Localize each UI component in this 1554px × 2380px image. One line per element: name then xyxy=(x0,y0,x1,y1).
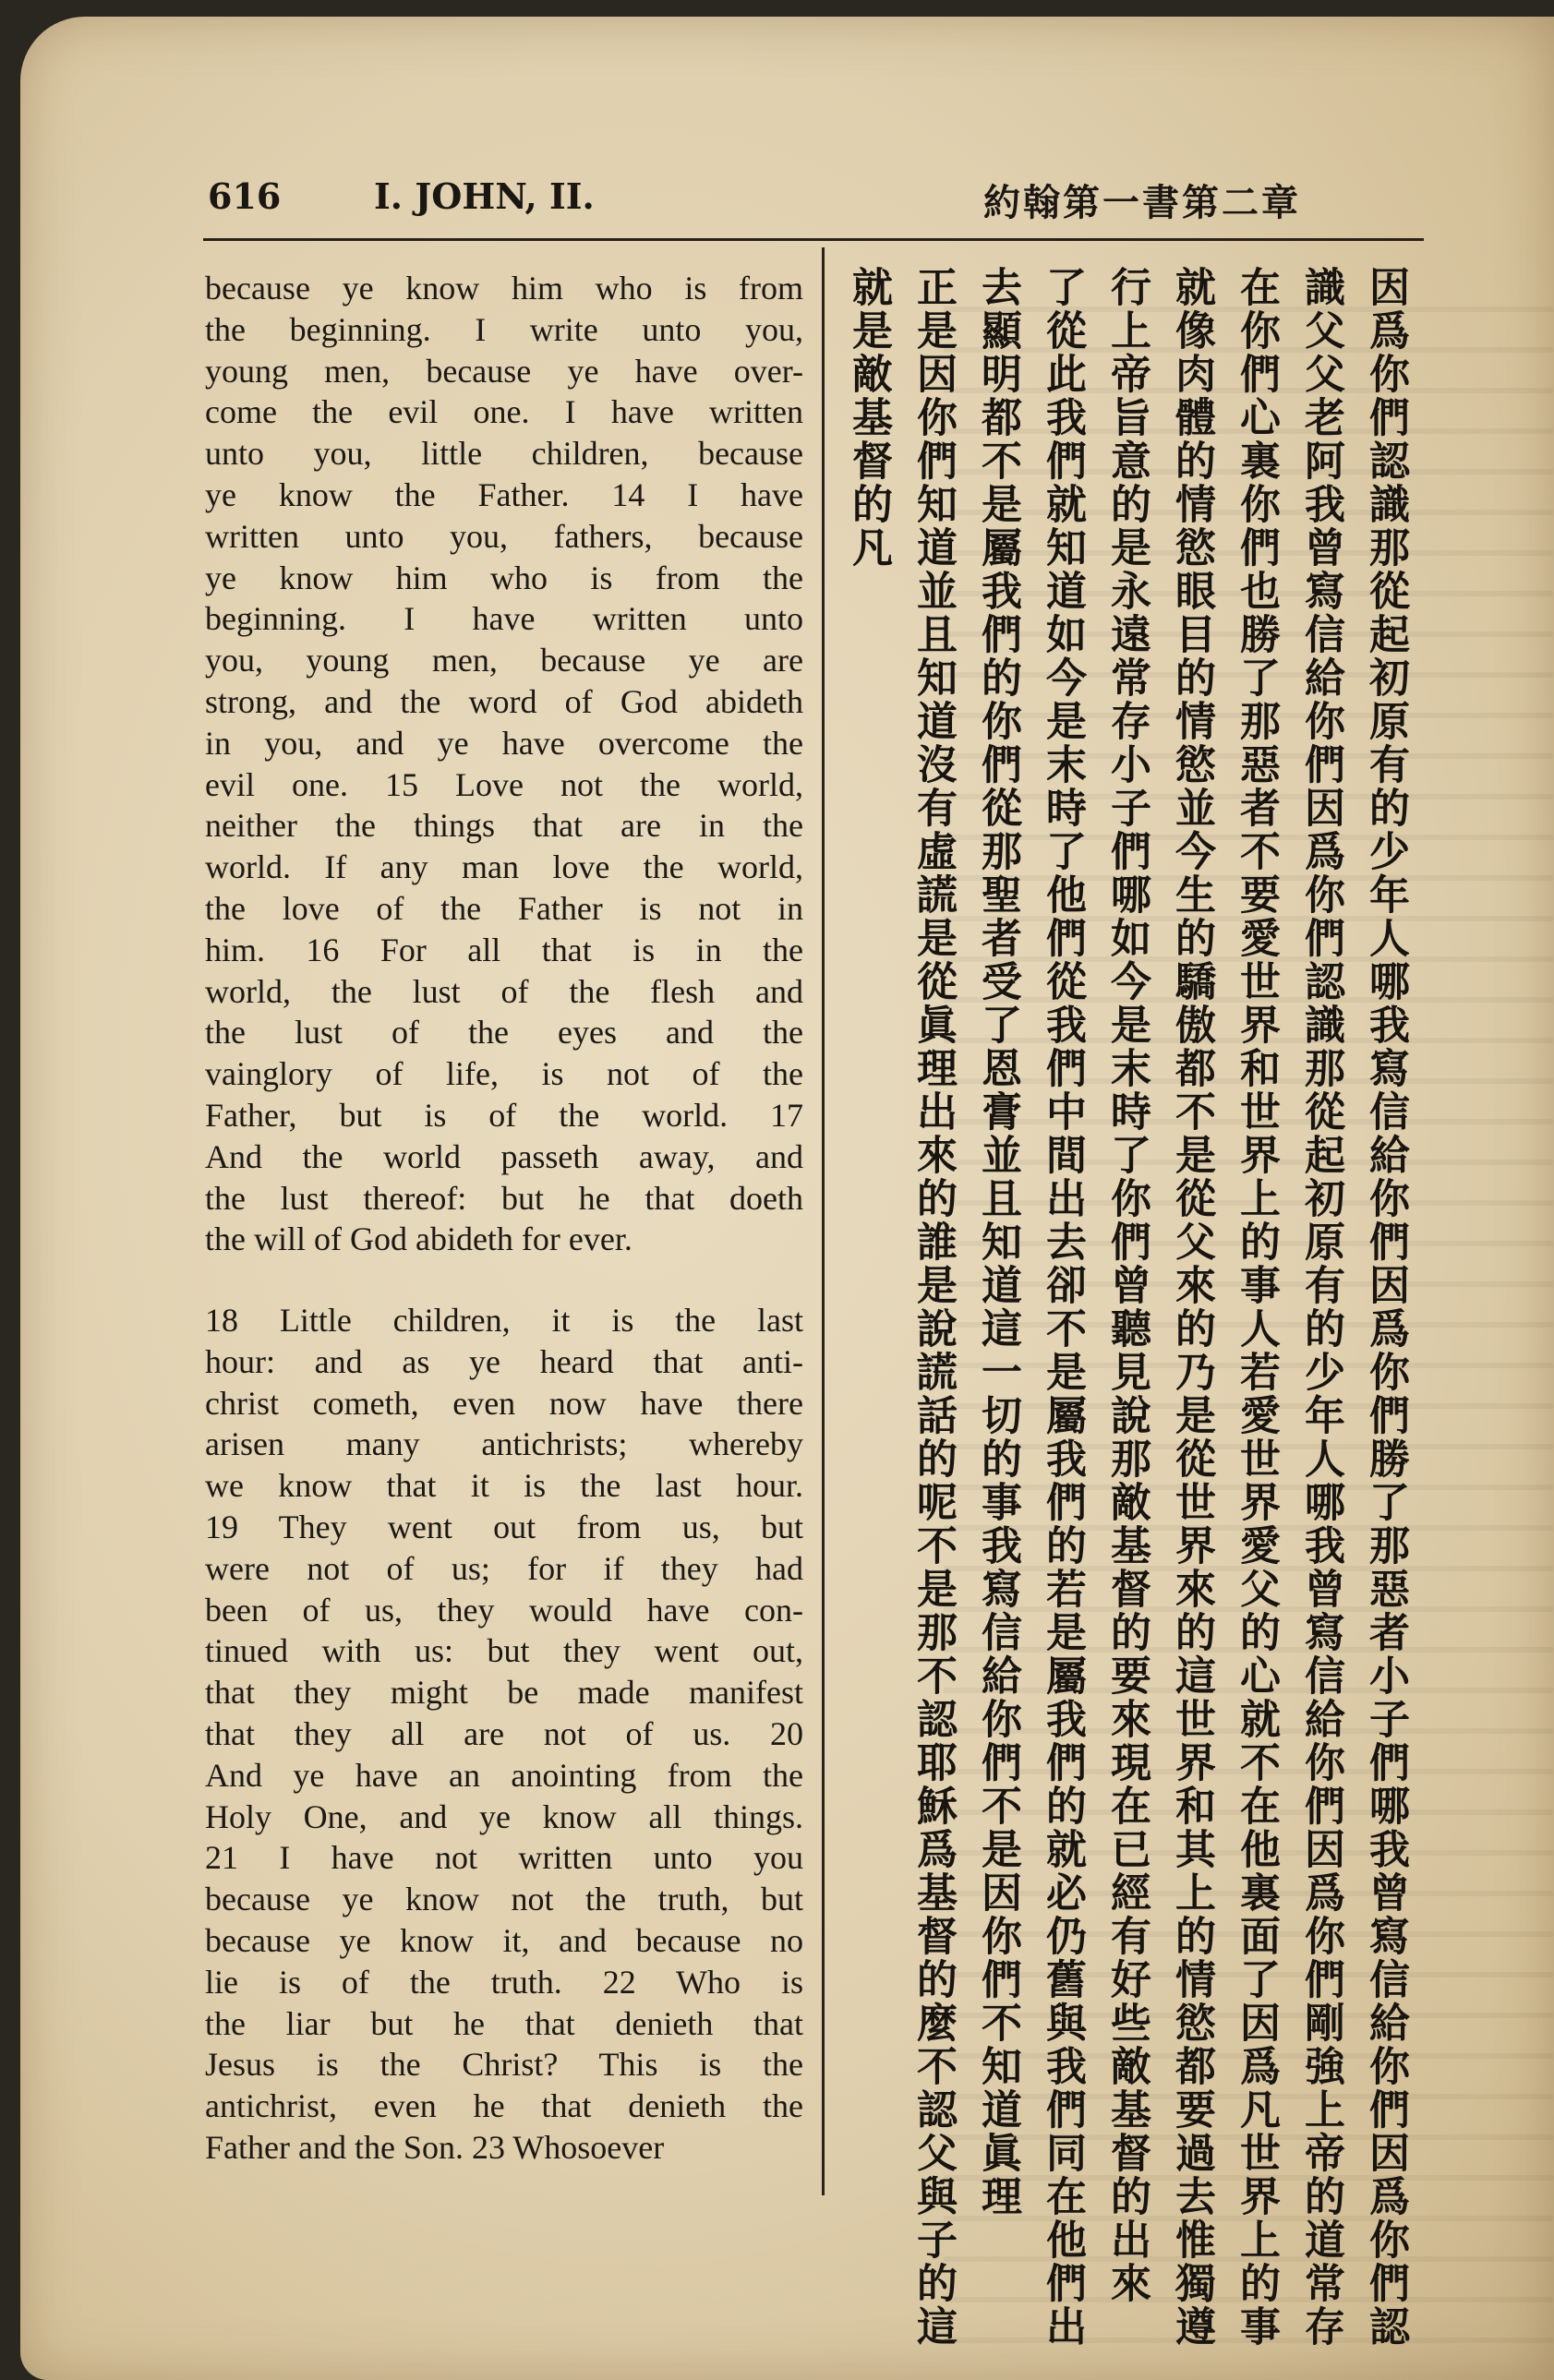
text-line: 19 They went out from us, but xyxy=(205,1508,803,1545)
chinese-column: 去顯明都不是屬我們的你們從那聖者受了恩膏並且知道這一切的事我寫信給你們不是因你們不知道眞理 xyxy=(974,266,1021,2218)
chinese-column: 識父父老阿我曾寫信給你們因爲你們認識那從起初原有的少年人哪我曾寫信給你們因爲你們剛強上帝的道常存 xyxy=(1297,266,1344,2349)
text-line: Father and the Son. 23 Whosoever xyxy=(205,2128,665,2166)
text-line: because ye know it, and because no xyxy=(205,1921,803,1959)
text-line: hour: and as ye heard that anti- xyxy=(205,1342,803,1380)
text-line: And ye have an anointing from the xyxy=(205,1756,803,1794)
text-line: that they all are not of us. 20 xyxy=(205,1714,803,1752)
text-line: And the world passeth away, and xyxy=(205,1137,803,1175)
text-line: neither the things that are in the xyxy=(205,807,803,845)
text-line: that they might be made manifest xyxy=(205,1674,803,1712)
text-line: the will of God abideth for ever. xyxy=(205,1220,632,1258)
text-line: come the evil one. I have written xyxy=(205,393,803,431)
text-line: strong, and the word of God abideth xyxy=(205,682,803,720)
text-line: young men, because ye have over- xyxy=(205,352,803,390)
text-line: lie is of the truth. 22 Who is xyxy=(205,1963,803,2001)
running-head-chinese: 約翰第一書第二章 xyxy=(983,182,1301,224)
chinese-column: 就是敵基督的凡 xyxy=(845,266,892,570)
english-paragraph-1 xyxy=(205,268,803,1260)
text-line: vainglory of life, is not of the xyxy=(205,1055,803,1093)
chinese-column: 在你們心裏你們也勝了那惡者不要愛世界和世界上的事人若愛世界愛父的心就不在他裏面了因爲凡世界上的事 xyxy=(1233,266,1280,2349)
text-line: him. 16 For all that is in the xyxy=(205,931,803,968)
chinese-column: 了從此我們就知道如今是末時了他們從我們中間出去卻不是屬我們的若是屬我們的就必仍舊與我們同在他們出 xyxy=(1039,266,1086,2349)
text-line: Father, but is of the world. 17 xyxy=(205,1096,803,1134)
text-line: the liar but he that denieth that xyxy=(205,2004,803,2042)
text-line: Holy One, and ye know all things. xyxy=(205,1797,803,1835)
chinese-column: 正是因你們知道並且知道沒有虛謊是從眞理出來的誰是說謊話的呢不是那不認耶穌爲基督的麼不認父與子的這 xyxy=(910,266,957,2349)
text-line: you, young men, because ye are xyxy=(205,642,803,679)
text-line: Jesus is the Christ? This is the xyxy=(205,2046,803,2084)
text-line: the love of the Father is not in xyxy=(205,889,803,927)
text-line: the lust of the eyes and the xyxy=(205,1014,803,1052)
text-line: tinued with us: but they went out, xyxy=(205,1632,803,1670)
running-head-english: I. JOHN, II. xyxy=(374,175,595,217)
text-line: world. If any man love the world, xyxy=(205,848,803,886)
text-line: antichrist, even he that denieth the xyxy=(205,2087,803,2125)
header-rule xyxy=(203,238,1424,241)
chinese-text-area xyxy=(845,266,1413,2349)
text-line: 21 I have not written unto you xyxy=(205,1839,803,1877)
text-line: ye know him who is from the xyxy=(205,559,803,596)
text-line: because ye know him who is from xyxy=(205,270,803,307)
text-line: in you, and ye have overcome the xyxy=(205,724,803,762)
text-line: been of us, they would have con- xyxy=(205,1591,803,1629)
text-line: world, the lust of the flesh and xyxy=(205,972,803,1010)
page-number: 616 xyxy=(208,175,282,217)
column-divider xyxy=(822,247,825,2195)
text-line: evil one. 15 Love not the world, xyxy=(205,765,803,803)
english-paragraph-2 xyxy=(205,1300,803,2169)
text-line: beginning. I have written unto xyxy=(205,600,803,638)
text-line: 18 Little children, it is the last xyxy=(205,1302,803,1339)
text-line: christ cometh, even now have there xyxy=(205,1384,803,1422)
chinese-column: 行上帝旨意的是永遠常存小子們哪如今是末時了你們曾聽見說那敵基督的要來現在已經有好些敵基督的出來 xyxy=(1103,266,1150,2305)
text-line: written unto you, fathers, because xyxy=(205,517,803,555)
text-line: unto you, little children, because xyxy=(205,435,803,473)
text-line: the beginning. I write unto you, xyxy=(205,310,803,348)
text-line: because ye know not the truth, but xyxy=(205,1881,803,1918)
chinese-column: 因爲你們認識那從起初原有的少年人哪我寫信給你們因爲你們勝了那惡者小子們哪我曾寫信給你們因爲你們認 xyxy=(1362,266,1409,2349)
text-line: ye know the Father. 14 I have xyxy=(205,475,803,513)
text-line: arisen many antichrists; whereby xyxy=(205,1425,803,1463)
chinese-column: 就像肉體的情慾眼目的情慾並今生的驕傲都不是從父來的乃是從世界來的這世界和其上的情慾都要過去惟獨遵 xyxy=(1168,266,1215,2349)
text-line: we know that it is the last hour. xyxy=(205,1467,803,1505)
text-line: were not of us; for if they had xyxy=(205,1549,803,1587)
text-line: the lust thereof: but he that doeth xyxy=(205,1179,803,1217)
